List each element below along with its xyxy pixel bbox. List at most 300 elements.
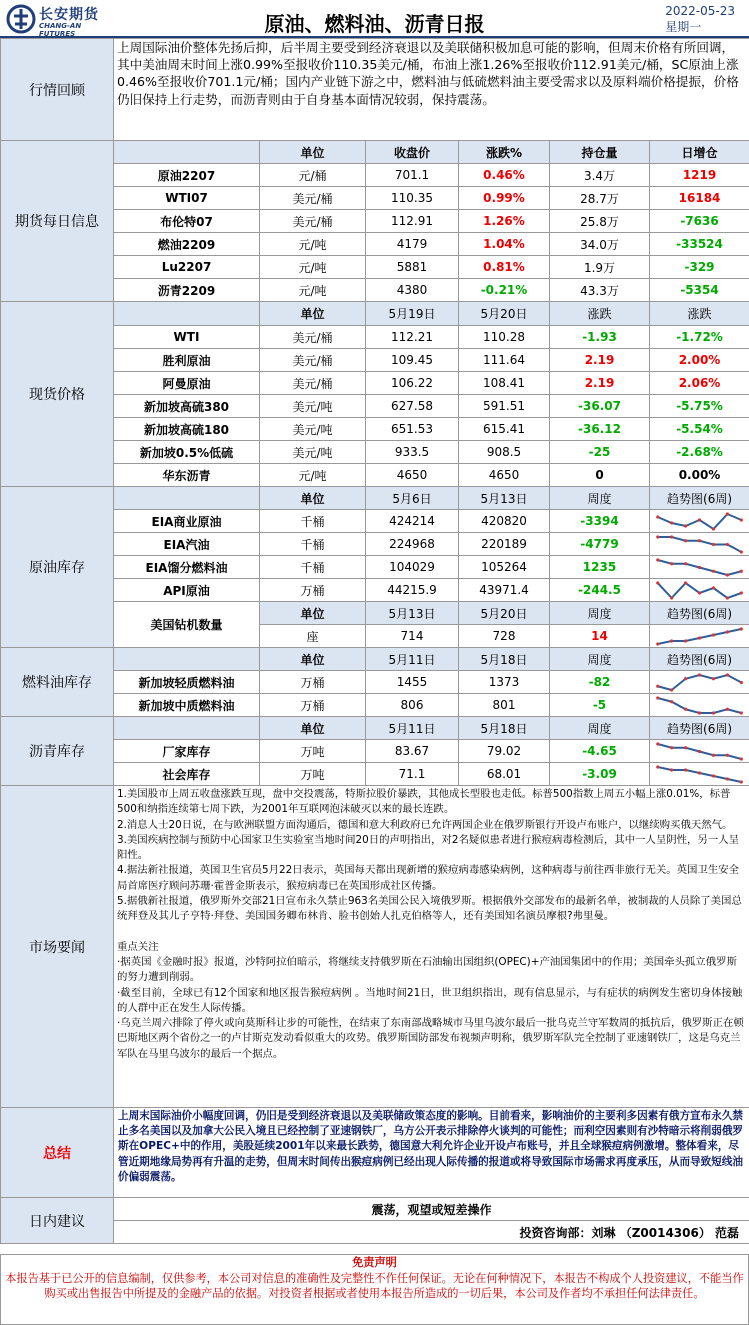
trend-point (670, 688, 673, 691)
trend-point (740, 518, 743, 521)
crude-inv-unit: 万桶 (260, 579, 366, 602)
asph-inv-trend (650, 740, 749, 763)
table-row (1, 487, 749, 510)
trend-point (726, 573, 729, 576)
news-block (114, 786, 749, 1108)
spot-name: 新加坡高硫180 (114, 418, 260, 441)
spot-d2: 111.64 (459, 349, 550, 372)
table-row (1, 579, 749, 602)
spot-d1: 627.58 (366, 395, 459, 418)
rig-col-header: 周度 (550, 602, 650, 625)
trend-point (740, 681, 743, 684)
crude-inv-weekly: -4779 (550, 533, 650, 556)
futures-name: 沥青2209 (114, 279, 260, 302)
futures-change: 0.81% (459, 256, 550, 279)
table-row (1, 233, 749, 256)
spot-col-header: 涨跌 (550, 302, 650, 326)
futures-unit: 元/吨 (260, 233, 366, 256)
spot-change: -25 (550, 441, 650, 464)
spot-change: 0 (550, 464, 650, 487)
table-row (1, 602, 749, 625)
trend-point (726, 777, 729, 780)
fuel-inv-weekly: -82 (550, 671, 650, 694)
trend-point (656, 581, 659, 584)
table-row (1, 349, 749, 372)
crude-inv-name: EIA汽油 (114, 533, 260, 556)
rig-trend (650, 625, 749, 648)
spot-pct: 0.00% (650, 464, 749, 487)
news-item: 5.据俄新社报道，俄罗斯外交部21日宣布永久禁止963名美国公民入境俄罗斯。根据俄外交部发布的最新名单，被制裁的人员除了美国总统拜登及其儿子亨特·拜登、美国国务卿布林肯、脸书创始人扎克伯格等人，还有美国知名演员摩根?弗里曼。 (117, 895, 742, 923)
futures-col-header: 日增仓 (650, 141, 749, 164)
advice-text: 震荡，观望或短差操作 (114, 1198, 749, 1221)
futures-change: -0.21% (459, 279, 550, 302)
section-label-advice: 日内建议 (1, 1198, 114, 1244)
spot-pct: -5.54% (650, 418, 749, 441)
trend-point (726, 543, 729, 546)
trend-sparkline (652, 579, 747, 601)
rig-col-header: 单位 (260, 602, 366, 625)
section-label-spot: 现货价格 (1, 302, 114, 487)
rig-count-name: 美国钻机数量 (114, 602, 260, 648)
section-label-fuel-inventory: 燃料油库存 (1, 648, 114, 717)
futures-col-header: 单位 (260, 141, 366, 164)
trend-point (656, 685, 659, 688)
rig-col-header: 趋势图(6周) (650, 602, 749, 625)
crude-inv-trend (650, 556, 749, 579)
trend-point (684, 708, 687, 711)
table-row (1, 1221, 749, 1244)
trend-point (712, 711, 715, 714)
crude-inv-name: EIA商业原油 (114, 510, 260, 533)
spot-name: 新加坡0.5%低硫 (114, 441, 260, 464)
news-item: 4.据法新社报道，英国卫生官员5月22日表示，英国每天都出现新增的猴痘病毒感染病例，这种病毒与前往西非旅行无关。英国卫生安全局首席医疗顾问苏珊·霍普金斯表示，猴痘病毒已在英国形成社区传播。 (117, 864, 740, 892)
futures-oi: 43.3万 (550, 279, 650, 302)
futures-name: WTI07 (114, 187, 260, 210)
table-row (1, 141, 749, 164)
futures-col-header: 涨跌% (459, 141, 550, 164)
trend-point (726, 673, 729, 676)
futures-oi: 28.7万 (550, 187, 650, 210)
section-label-review: 行情回顾 (1, 39, 114, 141)
futures-oi: 34.0万 (550, 233, 650, 256)
asph-inv-weekly: -4.65 (550, 740, 650, 763)
news-item: ·据英国《金融时报》报道，沙特阿拉伯暗示，将继续支持俄罗斯在石油输出国组织(OPEC)+产油国集团中的作用；美国牵头孤立俄罗斯的努力遭到削弱。 (117, 955, 737, 984)
futures-name: Lu2207 (114, 256, 260, 279)
trend-sparkline (652, 671, 747, 693)
table-row (1, 210, 749, 233)
trend-point (740, 780, 743, 783)
crude-inv-d2: 105264 (459, 556, 550, 579)
section-label-summary: 总结 (1, 1108, 114, 1198)
trend-point (726, 754, 729, 757)
trend-point (712, 774, 715, 777)
crude-inv-unit: 千桶 (260, 556, 366, 579)
spot-col-header: 5月20日 (459, 302, 550, 326)
disclaimer-text: 本报告基于已公开的信息编制，仅供参考，本公司对信息的准确性及完整性不作任何保证。无论在何种情况下，本报告不构成个人投资建议，不能当作购买或出售报告中所提及的金融产品的依据。对投资者根据或者使用本报告所造成的一切后果，本公司及作者均不承担任何法律责任。 (5, 1271, 744, 1300)
rig-d2: 728 (459, 625, 550, 648)
asph-inv-weekly: -3.09 (550, 763, 650, 786)
table-row (1, 256, 749, 279)
table-row (1, 441, 749, 464)
table-row (1, 763, 749, 786)
spot-change: 2.19 (550, 349, 650, 372)
news-item: 1.美国股市上周五收盘涨跌互现，盘中交投震荡，特斯拉股价暴跌，其他成长型股也走低。标普500指数上周五小幅上涨0.01%，标普500和纳指连续第七周下跌，为2001年互联网泡沫破灭以来的最长连跌。 (117, 788, 731, 816)
trend-point (656, 642, 659, 645)
spot-pct: -1.72% (650, 326, 749, 349)
trend-point (670, 700, 673, 703)
table-row (1, 671, 749, 694)
company-name-cn: 长安期货 (39, 7, 99, 23)
spot-d1: 112.21 (366, 326, 459, 349)
section-label-crude-inventory: 原油库存 (1, 487, 114, 648)
trend-point (656, 535, 659, 538)
trend-point (740, 711, 743, 714)
crude-inv-weekly: -244.5 (550, 579, 650, 602)
crude-col-header: 单位 (260, 487, 366, 510)
table-row (1, 510, 749, 533)
fuel-inv-trend (650, 694, 749, 717)
news-item: 2.消息人士20日说，在与欧洲联盟方面沟通后，德国和意大利政府已允许两国企业在俄罗斯银行开设卢布账户，以继续购买俄天然气。 (117, 818, 733, 831)
spot-d1: 4650 (366, 464, 459, 487)
table-row (1, 302, 749, 326)
table-row (1, 464, 749, 487)
futures-doi: -7636 (650, 210, 749, 233)
table-row (1, 326, 749, 349)
futures-change: 1.26% (459, 210, 550, 233)
asph-inv-name: 社会库存 (114, 763, 260, 786)
spot-change: -1.93 (550, 326, 650, 349)
fuel-inv-d1: 1455 (366, 671, 459, 694)
trend-point (698, 591, 701, 594)
spot-d1: 651.53 (366, 418, 459, 441)
table-row (1, 164, 749, 187)
trend-point (684, 581, 687, 584)
futures-doi: -5354 (650, 279, 749, 302)
trend-sparkline (652, 510, 747, 532)
news-item: ·乌克兰周六排除了停火或向莫斯科让步的可能性，在结束了东南部战略城市马里乌波尔最后一批乌克兰守军数周的抵抗后，俄罗斯正在顿巴斯地区两个省份之一的卢甘斯克发动看似重大的攻势。俄罗斯国防部发布视频声明称，俄罗斯军队完全控制了亚速钢铁厂，这是乌克兰军队在马里乌波尔的最后一个据点。 (117, 1017, 744, 1060)
trend-point (698, 711, 701, 714)
rig-d1: 714 (366, 625, 459, 648)
futures-change: 1.04% (459, 233, 550, 256)
trend-point (698, 539, 701, 542)
fuel-inv-trend (650, 671, 749, 694)
futures-unit: 元/吨 (260, 279, 366, 302)
futures-unit: 美元/桶 (260, 187, 366, 210)
table-row (1, 694, 749, 717)
futures-close: 701.1 (366, 164, 459, 187)
futures-name: 原油2207 (114, 164, 260, 187)
spot-d1: 933.5 (366, 441, 459, 464)
report-table (0, 38, 749, 1244)
trend-point (740, 757, 743, 760)
trend-point (670, 639, 673, 642)
report-date-block (665, 3, 735, 35)
trend-point (740, 550, 743, 553)
asph-inv-d2: 68.01 (459, 763, 550, 786)
trend-point (684, 539, 687, 542)
section-label-futures: 期货每日信息 (1, 141, 114, 302)
futures-header-blank (114, 141, 260, 164)
report-title: 原油、燃料油、沥青日报 (264, 12, 485, 36)
trend-point (656, 696, 659, 699)
spot-change: 2.19 (550, 372, 650, 395)
table-row (1, 740, 749, 763)
spot-d2: 908.5 (459, 441, 550, 464)
trend-sparkline (652, 694, 747, 716)
asph-col-header: 单位 (260, 717, 366, 740)
asph-inv-d1: 83.67 (366, 740, 459, 763)
crude-col-header: 趋势图(6周) (650, 487, 749, 510)
news-item: 3.美国疾病控制与预防中心国家卫生实验室当地时间20日的声明指出，对2名疑似患者进行猴痘病毒检测后，其中一人呈阴性，另一人呈阳性。 (117, 833, 740, 862)
trend-point (670, 746, 673, 749)
table-row (1, 1108, 749, 1198)
crude-inv-name: API原油 (114, 579, 260, 602)
crude-inv-trend (650, 579, 749, 602)
trend-point (684, 639, 687, 642)
spot-unit: 美元/桶 (260, 326, 366, 349)
fuel-inv-d2: 1373 (459, 671, 550, 694)
spot-d2: 615.41 (459, 418, 550, 441)
futures-doi: 16184 (650, 187, 749, 210)
crude-inv-d2: 43971.4 (459, 579, 550, 602)
table-row (1, 187, 749, 210)
trend-point (698, 771, 701, 774)
table-row (1, 717, 749, 740)
table-row (1, 279, 749, 302)
table-row (1, 372, 749, 395)
futures-close: 112.91 (366, 210, 459, 233)
spot-unit: 元/吨 (260, 464, 366, 487)
crude-col-header: 5月13日 (459, 487, 550, 510)
trend-point (656, 742, 659, 745)
rig-col-header: 5月13日 (366, 602, 459, 625)
trend-point (656, 558, 659, 561)
trend-point (712, 586, 715, 589)
trend-point (712, 543, 715, 546)
futures-oi: 3.4万 (550, 164, 650, 187)
review-text: 上周国际油价整体先扬后抑，后半周主要受到经济衰退以及美联储积极加息可能的影响，但周末价格有所回调，其中美油周末时间上涨0.99%至报收价110.35美元/桶，布油上涨1.26%至报收价112.91美元/桶，SC原油上涨0.46%至报收价701.1元/桶；国内产业链下游之中，燃料油与低硫燃料油主要受需求以及原料端价格提振，价格仍旧保持上行走势，而沥青则由于自身基本面情况较弱，保持震荡。 (114, 39, 749, 141)
spot-pct: 2.06% (650, 372, 749, 395)
fuel-col-header: 单位 (260, 648, 366, 671)
table-row (1, 39, 749, 141)
trend-point (712, 677, 715, 680)
summary-text: 上周末国际油价小幅度回调，仍旧是受到经济衰退以及美联储政策态度的影响。目前看来，影响油价的主要利多因素有俄方宣布永久禁止多名美国以及加拿大公民入境且已经控制了亚速钢铁厂，乌方公开表示排除停火谈判的可能性；而利空因素则有沙特暗示将削弱俄罗斯在OPEC+中的作用，美股延续2001年以来最长跌势，德国意大利允许企业开设卢布账号，并且全球猴痘病例激增。整体看来，尽管近期地缘局势再有升温的走势，但周末时间传出猴痘病例已经出现人际传播的报道或将导致国际市场需求再度承压，从而导致短线油价偏弱震荡。 (114, 1108, 749, 1198)
spot-change: -36.07 (550, 395, 650, 418)
spot-unit: 美元/吨 (260, 395, 366, 418)
trend-point (698, 518, 701, 521)
asph-col-header: 5月18日 (459, 717, 550, 740)
trend-point (712, 633, 715, 636)
fuel-col-header: 5月18日 (459, 648, 550, 671)
trend-point (684, 677, 687, 680)
news-item (117, 925, 746, 940)
crude-inv-d1: 104029 (366, 556, 459, 579)
spot-pct: -5.75% (650, 395, 749, 418)
trend-point (740, 570, 743, 573)
futures-doi: -329 (650, 256, 749, 279)
spot-d2: 4650 (459, 464, 550, 487)
crude-inv-weekly: -3394 (550, 510, 650, 533)
asph-inv-d1: 71.1 (366, 763, 459, 786)
asph-header-blank (114, 717, 260, 740)
report-date: 2022-05-23 (665, 4, 735, 18)
futures-close: 5881 (366, 256, 459, 279)
futures-close: 4179 (366, 233, 459, 256)
table-row (1, 418, 749, 441)
trend-point (712, 754, 715, 757)
fuel-inv-name: 新加坡轻质燃料油 (114, 671, 260, 694)
spot-change: -36.12 (550, 418, 650, 441)
spot-unit: 美元/桶 (260, 349, 366, 372)
spot-unit: 美元/桶 (260, 372, 366, 395)
futures-doi: -33524 (650, 233, 749, 256)
spot-name: 阿曼原油 (114, 372, 260, 395)
table-row (1, 1198, 749, 1221)
spot-unit: 美元/吨 (260, 441, 366, 464)
fuel-col-header: 周度 (550, 648, 650, 671)
trend-point (656, 765, 659, 768)
futures-col-header: 持仓量 (550, 141, 650, 164)
spot-name: 新加坡高硫380 (114, 395, 260, 418)
trend-sparkline (652, 533, 747, 555)
asph-inv-unit: 万吨 (260, 740, 366, 763)
spot-col-header: 单位 (260, 302, 366, 326)
trend-point (670, 768, 673, 771)
asph-inv-unit: 万吨 (260, 763, 366, 786)
section-label-asphalt-inventory: 沥青库存 (1, 717, 114, 786)
spot-col-header: 涨跌 (650, 302, 749, 326)
crude-inv-d1: 224968 (366, 533, 459, 556)
trend-point (684, 746, 687, 749)
news-item: 重点关注 (117, 940, 159, 953)
rig-unit: 座 (260, 625, 366, 648)
spot-pct: 2.00% (650, 349, 749, 372)
spot-name: 华东沥青 (114, 464, 260, 487)
futures-unit: 美元/桶 (260, 210, 366, 233)
disclaimer (0, 1254, 749, 1325)
crude-inv-d2: 420820 (459, 510, 550, 533)
futures-col-header: 收盘价 (366, 141, 459, 164)
fuel-inv-unit: 万桶 (260, 671, 366, 694)
trend-point (726, 512, 729, 515)
spot-d2: 110.28 (459, 326, 550, 349)
crude-inv-unit: 千桶 (260, 510, 366, 533)
crude-inv-unit: 千桶 (260, 533, 366, 556)
asph-col-header: 趋势图(6周) (650, 717, 749, 740)
fuel-col-header: 5月11日 (366, 648, 459, 671)
trend-point (670, 521, 673, 524)
report-weekday: 星期一 (665, 20, 702, 34)
table-row (1, 395, 749, 418)
spot-name: 胜利原油 (114, 349, 260, 372)
trend-point (684, 562, 687, 565)
trend-point (712, 570, 715, 573)
fuel-col-header: 趋势图(6周) (650, 648, 749, 671)
spot-d1: 109.45 (366, 349, 459, 372)
company-name-en: CHANG-AN FUTURES (39, 22, 82, 38)
fuel-inv-name: 新加坡中质燃料油 (114, 694, 260, 717)
disclaimer-title: 免责声明 (352, 1256, 397, 1269)
crude-inv-d2: 220189 (459, 533, 550, 556)
trend-point (740, 591, 743, 594)
spot-d2: 108.41 (459, 372, 550, 395)
futures-name: 燃油2209 (114, 233, 260, 256)
trend-point (726, 596, 729, 599)
fuel-inv-unit: 万桶 (260, 694, 366, 717)
crude-col-header: 周度 (550, 487, 650, 510)
advice-author: 投资咨询部：刘琳 （Z0014306） 范磊 (114, 1221, 749, 1244)
spot-header-blank (114, 302, 260, 326)
trend-point (726, 708, 729, 711)
futures-close: 4380 (366, 279, 459, 302)
futures-doi: 1219 (650, 164, 749, 187)
asph-col-header: 5月11日 (366, 717, 459, 740)
crude-inv-trend (650, 510, 749, 533)
trend-sparkline (652, 763, 747, 785)
spot-d1: 106.22 (366, 372, 459, 395)
asph-inv-d2: 79.02 (459, 740, 550, 763)
crude-inv-trend (650, 533, 749, 556)
trend-point (670, 535, 673, 538)
trend-point (698, 636, 701, 639)
spot-d2: 591.51 (459, 395, 550, 418)
futures-name: 布伦特07 (114, 210, 260, 233)
trend-point (670, 596, 673, 599)
trend-point (698, 750, 701, 753)
futures-close: 110.35 (366, 187, 459, 210)
trend-point (740, 627, 743, 630)
fuel-header-blank (114, 648, 260, 671)
crude-inv-d1: 44215.9 (366, 579, 459, 602)
trend-sparkline (652, 556, 747, 578)
spot-name: WTI (114, 326, 260, 349)
futures-change: 0.46% (459, 164, 550, 187)
trend-point (712, 527, 715, 530)
table-row (1, 786, 749, 1108)
trend-point (698, 566, 701, 569)
rig-weekly: 14 (550, 625, 650, 648)
trend-point (726, 630, 729, 633)
crude-col-header: 5月6日 (366, 487, 459, 510)
section-label-news: 市场要闻 (1, 786, 114, 1108)
table-row (1, 648, 749, 671)
asph-inv-trend (650, 763, 749, 786)
trend-point (656, 515, 659, 518)
news-item: ·截至目前，全球已有12个国家和地区报告猴痘病例 。当地时间21日，世卫组织指出，现有信息显示，与有症状的病例发生密切身体接触的人群中正在发生人际传播。 (117, 986, 743, 1014)
crude-inv-weekly: 1235 (550, 556, 650, 579)
crude-inv-name: EIA馏分燃料油 (114, 556, 260, 579)
fuel-inv-weekly: -5 (550, 694, 650, 717)
spot-unit: 美元/吨 (260, 418, 366, 441)
futures-change: 0.99% (459, 187, 550, 210)
crude-header-blank (114, 487, 260, 510)
asph-inv-name: 厂家库存 (114, 740, 260, 763)
futures-oi: 25.8万 (550, 210, 650, 233)
futures-unit: 元/吨 (260, 256, 366, 279)
rig-col-header: 5月20日 (459, 602, 550, 625)
futures-unit: 元/桶 (260, 164, 366, 187)
report-header (0, 0, 749, 38)
asph-col-header: 周度 (550, 717, 650, 740)
trend-point (684, 524, 687, 527)
spot-col-header: 5月19日 (366, 302, 459, 326)
futures-oi: 1.9万 (550, 256, 650, 279)
trend-sparkline (652, 625, 747, 647)
trend-point (698, 673, 701, 676)
trend-point (684, 768, 687, 771)
spot-pct: -2.68% (650, 441, 749, 464)
trend-sparkline (652, 740, 747, 762)
